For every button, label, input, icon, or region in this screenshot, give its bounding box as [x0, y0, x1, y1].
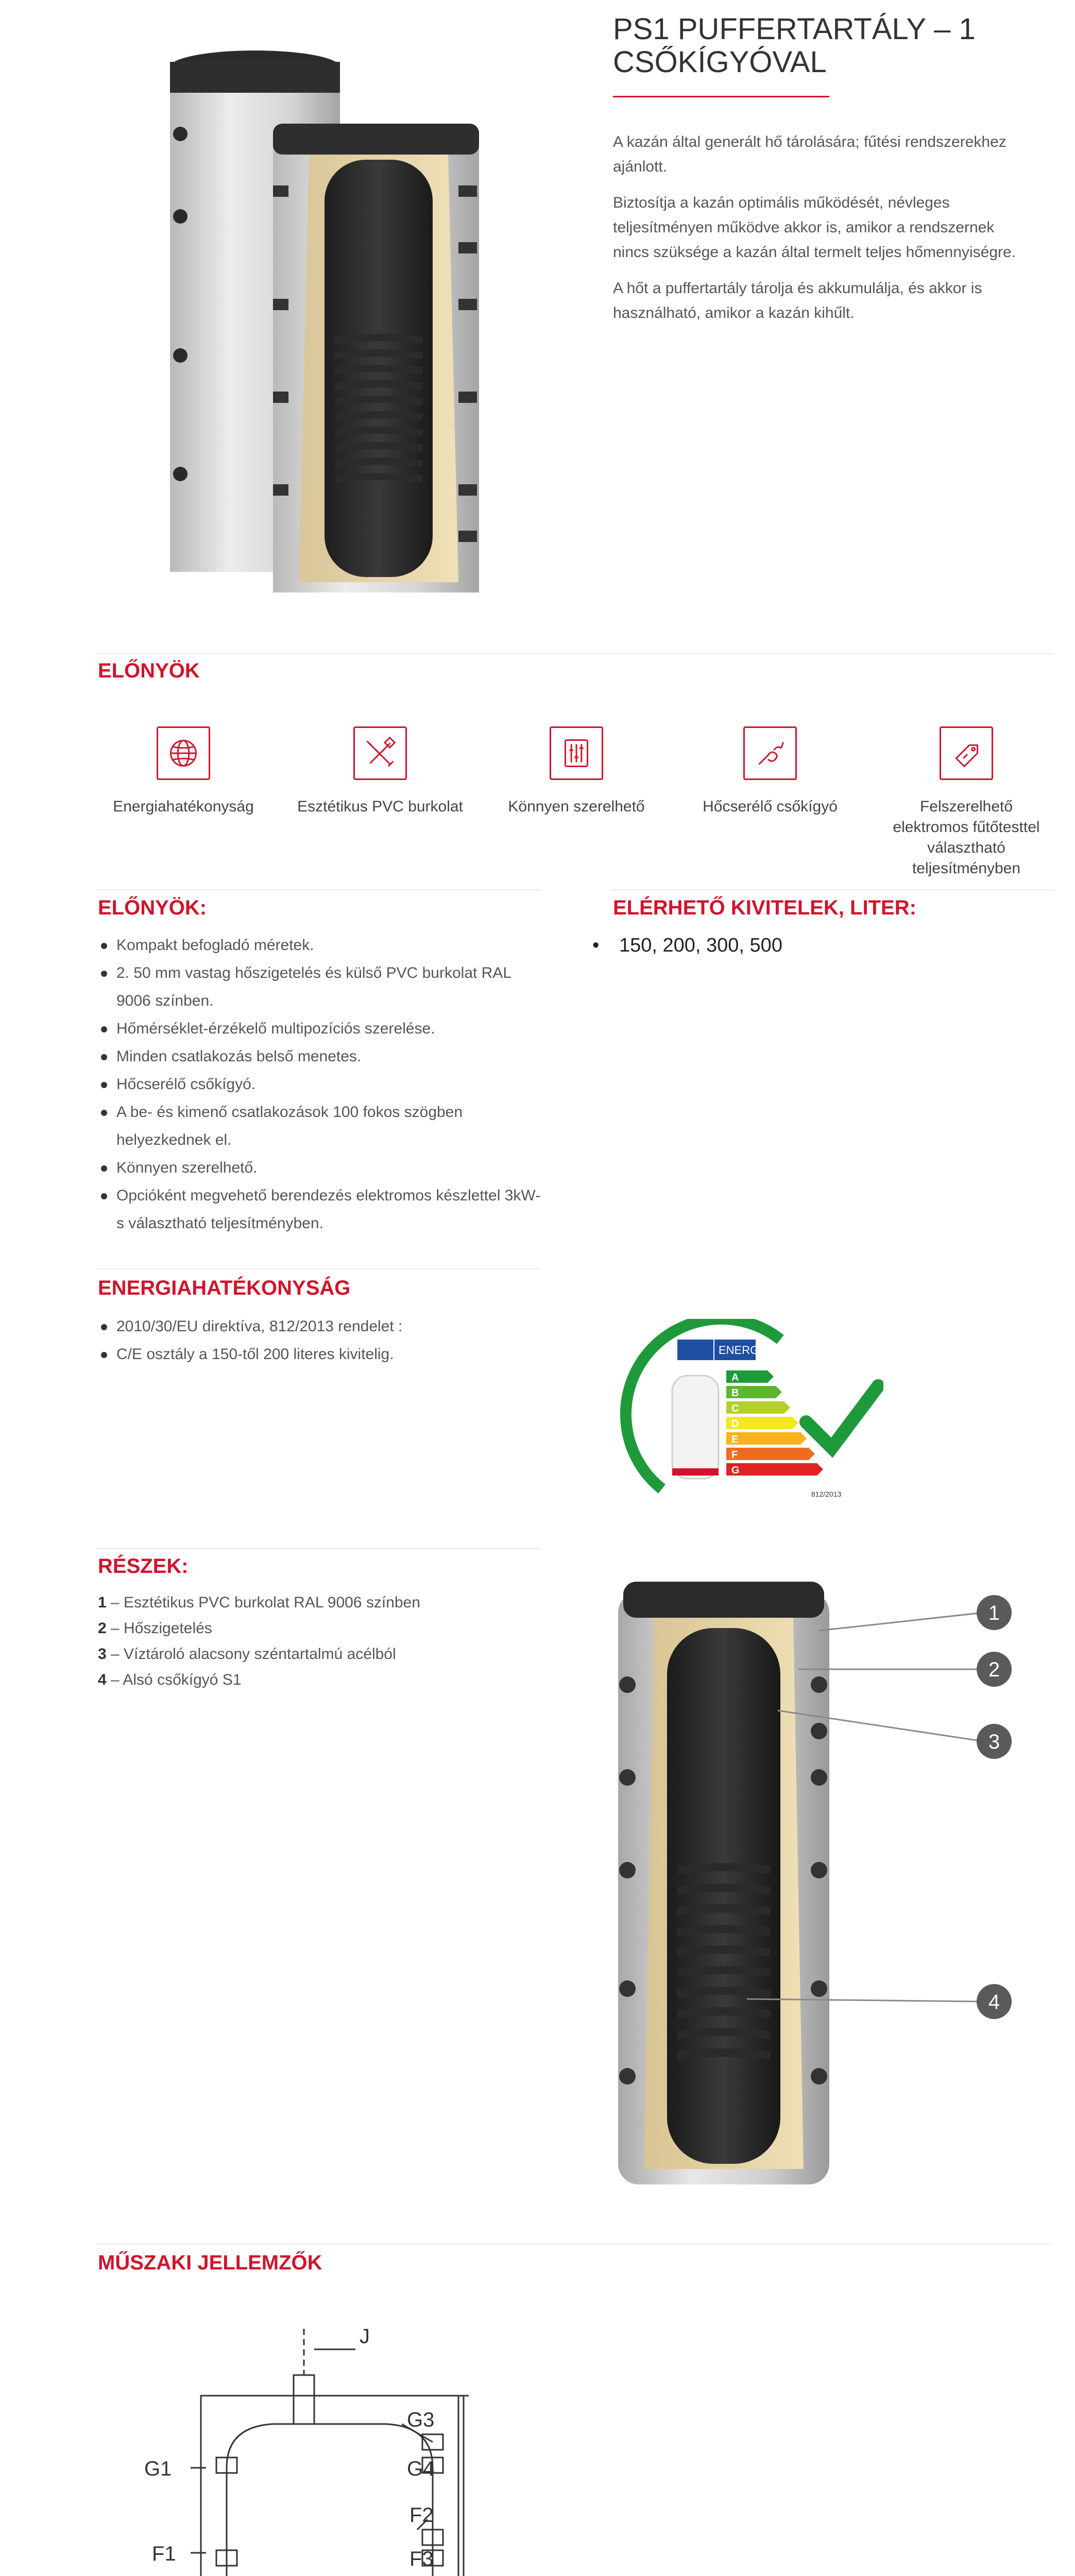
benefits-icons-title: ELŐNYÖK	[98, 659, 200, 682]
product-hero-image	[98, 31, 500, 618]
list-item: 4 – Alsó csőkígyó S1	[98, 1671, 242, 1688]
list-item: Könnyen szerelhető.	[98, 1154, 541, 1182]
list-item: Hőcserélő csőkígyó.	[98, 1071, 541, 1098]
product-title-line1: PS1 PUFFERTARTÁLY – 1	[613, 12, 976, 46]
list-item: 2. 50 mm vastag hőszigetelés és külső PVC burkolat RAL 9006 színben.	[98, 959, 541, 1015]
description-paragraph-3: A hőt a puffertartály tárolja és akkumulálja, és akkor is használható, amikor a kazán kihűlt.	[613, 280, 982, 321]
divider	[96, 2244, 1054, 2245]
energy-class-letter: F	[731, 1449, 738, 1461]
list-item: 1 – Esztétikus PVC burkolat RAL 9006 színben	[98, 1594, 420, 1611]
label-F2: F2	[409, 2504, 434, 2527]
energy-class-letter: G	[731, 1465, 740, 1476]
globe-icon	[157, 726, 210, 780]
technical-drawing	[98, 2318, 525, 2576]
list-item: A be- és kimenő csatlakozások 100 fokos szögben helyezkednek el.	[98, 1098, 541, 1154]
benefit-label-install: Könnyen szerelhető	[508, 798, 645, 815]
benefit-label-energy: Energiahatékonyság	[113, 798, 254, 815]
callout-2: 2	[988, 1658, 1000, 1681]
parts-cutaway-image	[613, 1582, 1025, 2200]
title-underline	[613, 96, 829, 97]
description-paragraph-2: Biztosítja a kazán optimális működését, névleges teljesítményen működve akkor is, amikor a rendszernek nincs szüksége a kazán által termelt teljes hőmennyiségre.	[613, 194, 1016, 261]
energy-class-letter: E	[731, 1434, 739, 1445]
specs-title: MŰSZAKI JELLEMZŐK	[98, 2251, 322, 2274]
variants-title: ELÉRHETŐ KIVITELEK, LITER:	[613, 896, 916, 919]
energy-class-letter: D	[731, 1418, 739, 1430]
energy-badge-text: ENERG	[719, 1344, 759, 1357]
description-paragraph-1: A kazán által generált hő tárolására; fűtési rendszerekhez ajánlott.	[613, 133, 1006, 175]
energy-class-bar	[726, 1448, 815, 1460]
variant-sizes: 150, 200, 300, 500	[619, 935, 782, 956]
energy-class-letter: C	[731, 1403, 739, 1414]
energy-regulation-note: 812/2013	[811, 1490, 842, 1498]
list-item: 2 – Hőszigetelés	[98, 1620, 212, 1637]
divider	[611, 889, 1054, 890]
divider	[96, 1548, 541, 1549]
benefits-list-title: ELŐNYÖK:	[98, 896, 207, 919]
list-item: Hőmérséklet-érzékelő multipozíciós szerelése.	[98, 1015, 541, 1043]
part-callouts	[977, 1595, 1012, 2019]
energy-list	[98, 1313, 541, 1368]
list-item: Opcióként megvehető berendezés elektromos készlettel 3kW-s választható teljesítményben.	[98, 1182, 541, 1238]
sliders-icon	[550, 726, 603, 780]
product-title-line2: CSŐKÍGYÓVAL	[613, 45, 827, 79]
callout-1: 1	[988, 1602, 1000, 1624]
benefits-list	[98, 931, 541, 1238]
list-item: Kompakt befogladó méretek.	[98, 931, 541, 959]
benefit-label-coil: Hőcserélő csőkígyó	[703, 798, 838, 815]
benefit-label-heater: Felszerelhető elektromos fűtőtesttel választható teljesítményben	[893, 798, 1040, 877]
callout-4: 4	[988, 1991, 1000, 2013]
label-F3: F3	[409, 2548, 434, 2570]
energy-class-bar	[726, 1432, 807, 1445]
label-G1: G1	[144, 2458, 172, 2480]
label-G3: G3	[407, 2409, 435, 2431]
divider	[96, 653, 1054, 654]
product-title	[613, 13, 1025, 79]
parts-list	[98, 1590, 541, 1693]
label-F1: F1	[152, 2543, 176, 2565]
label-J: J	[360, 2325, 370, 2348]
heater-tag-icon	[940, 726, 993, 780]
divider	[96, 1268, 541, 1269]
parts-title: RÉSZEK:	[98, 1555, 189, 1578]
divider	[96, 889, 541, 890]
variants-list: • 150, 200, 300, 500	[592, 935, 782, 956]
tools-icon	[353, 726, 407, 780]
list-item: C/E osztály a 150-től 200 literes kivitelig.	[98, 1341, 541, 1368]
benefit-label-pvc: Esztétikus PVC burkolat	[297, 798, 463, 815]
energy-class-letter: A	[731, 1372, 739, 1383]
list-item: 2010/30/EU direktíva, 812/2013 rendelet :	[98, 1313, 541, 1341]
coil-icon	[743, 726, 797, 780]
product-description	[613, 130, 1025, 337]
label-G4: G4	[407, 2458, 435, 2480]
energy-class-letter: B	[731, 1387, 739, 1399]
energy-label-image	[616, 1319, 883, 1515]
energy-title: ENERGIAHATÉKONYSÁG	[98, 1277, 351, 1299]
list-item: 3 – Víztároló alacsony széntartalmú acélból	[98, 1646, 396, 1663]
energy-class-bar	[726, 1463, 823, 1476]
list-item: Minden csatlakozás belső menetes.	[98, 1043, 541, 1071]
callout-3: 3	[988, 1731, 1000, 1753]
